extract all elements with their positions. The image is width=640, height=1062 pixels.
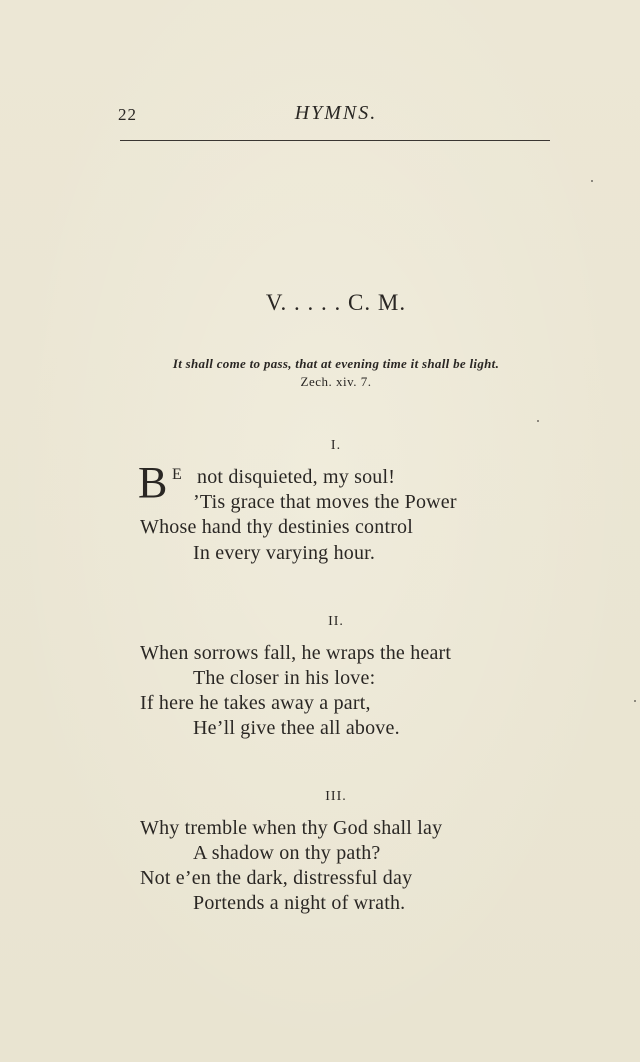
verse-line: ’Tis grace that moves the Power	[193, 491, 457, 513]
verse-line: not disquieted, my soul!	[197, 466, 396, 488]
running-head: HYMNS.	[294, 102, 378, 124]
verse-line: Whose hand thy destinies control	[140, 516, 414, 538]
paper-speck	[591, 180, 593, 182]
paper-speck	[634, 700, 636, 702]
verse-line: In every varying hour.	[193, 542, 376, 564]
verse-line: He’ll give thee all above.	[193, 717, 400, 739]
verse-line: The closer in his love:	[193, 667, 376, 689]
verse-line: Not e’en the dark, distressful day	[140, 867, 413, 889]
verse-line: Portends a night of wrath.	[193, 892, 406, 914]
hymn-number: V. . . . . C. M.	[265, 290, 407, 315]
page-number: 22	[118, 105, 137, 124]
verse-line: Why tremble when thy God shall lay	[140, 817, 443, 839]
verse-line: When sorrows fall, he wraps the heart	[140, 642, 452, 664]
paper-speck	[537, 420, 539, 422]
verse-line: A shadow on thy path?	[193, 842, 381, 864]
stanza-number-1: I.	[330, 438, 342, 453]
stanza-number-2: II.	[328, 614, 344, 629]
epigraph-reference: Zech. xiv. 7.	[300, 374, 372, 389]
stanza-number-3: III.	[325, 789, 347, 804]
header-rule	[120, 140, 550, 141]
drop-cap-continuation: E	[172, 466, 183, 483]
epigraph: It shall come to pass, that at evening time it shall be light.	[172, 356, 500, 371]
drop-cap: B	[138, 458, 168, 507]
verse-line: If here he takes away a part,	[140, 692, 371, 714]
